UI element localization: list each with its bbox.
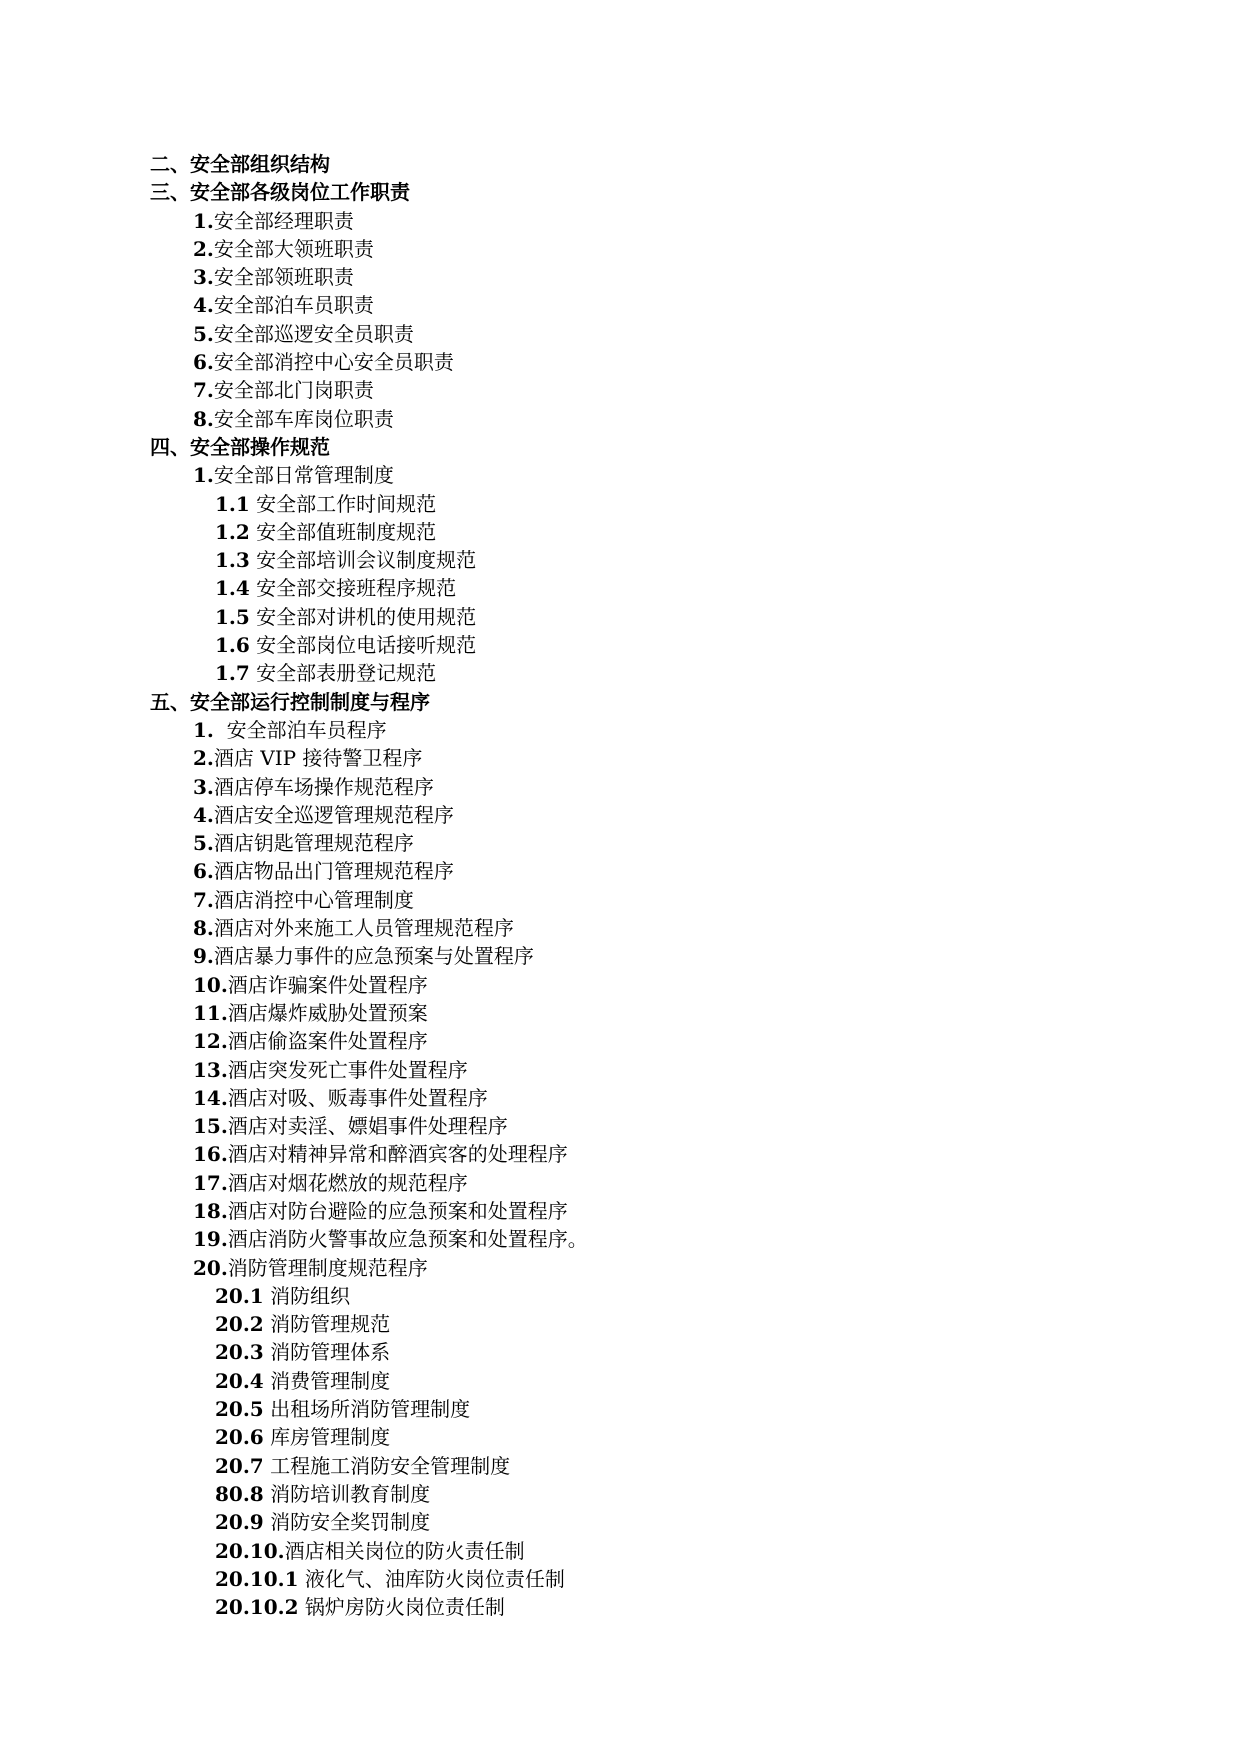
toc-entry-number: 18. [193, 1198, 228, 1223]
toc-entry-title: 四、安全部操作规范 [150, 434, 330, 459]
toc-entry-number: 20.7 [215, 1453, 264, 1478]
toc-entry [150, 546, 1150, 574]
toc-entry-title: 酒店停车场操作规范程序 [213, 774, 434, 799]
toc-entry [150, 1282, 1150, 1310]
toc-entry-title: 酒店暴力事件的应急预案与处置程序 [213, 944, 534, 969]
toc-entry [150, 1169, 1150, 1197]
toc-entry [150, 1423, 1150, 1451]
toc-entry-title: 消防安全奖罚制度 [263, 1510, 431, 1535]
toc-entry [150, 914, 1150, 942]
toc-entry-number: 6. [193, 350, 214, 375]
toc-entry-number: 2. [193, 746, 214, 771]
toc-entry-title: 酒店对外来施工人员管理规范程序 [213, 916, 514, 941]
toc-entry-number: 8. [193, 916, 214, 941]
toc-entry [150, 348, 1150, 376]
toc-entry-title: 安全部北门岗职责 [213, 378, 374, 403]
toc-entry-title: 酒店消控中心管理制度 [213, 887, 414, 912]
toc-entry-title: 安全部培训会议制度规范 [249, 548, 477, 573]
toc-entry [150, 829, 1150, 857]
toc-entry-title: 酒店相关岗位的防火责任制 [284, 1538, 525, 1563]
toc-entry-number: 5. [193, 831, 214, 856]
toc-entry-number: 20.10.2 [215, 1595, 299, 1620]
toc-entry-number: 1. [193, 717, 214, 742]
toc-section-heading [150, 688, 1150, 716]
table-of-contents [150, 150, 1150, 1621]
toc-entry-number: 1.1 [215, 491, 250, 516]
toc-entry-number: 20.10.1 [215, 1566, 299, 1591]
toc-entry [150, 291, 1150, 319]
toc-entry-number: 1. [193, 463, 214, 488]
toc-entry-title: 安全部消控中心安全员职责 [213, 350, 454, 375]
toc-entry-title: 液化气、油库防火岗位责任制 [298, 1566, 565, 1591]
toc-entry-number: 4. [193, 802, 214, 827]
toc-entry [150, 716, 1150, 744]
toc-entry-title: 酒店物品出门管理规范程序 [213, 859, 454, 884]
toc-entry [150, 942, 1150, 970]
toc-entry-number: 7. [193, 887, 214, 912]
toc-entry-number: 20.6 [215, 1425, 264, 1450]
toc-entry-title: 安全部岗位电话接听规范 [249, 633, 477, 658]
toc-entry [150, 461, 1150, 489]
toc-entry [150, 773, 1150, 801]
toc-entry-title: 酒店对防台避险的应急预案和处置程序 [227, 1198, 568, 1223]
toc-entry [150, 971, 1150, 999]
toc-entry-title: 酒店对卖淫、嫖娼事件处理程序 [227, 1114, 508, 1139]
toc-entry-title: 消防培训教育制度 [263, 1481, 431, 1506]
toc-entry-title: 酒店钥匙管理规范程序 [213, 831, 414, 856]
toc-entry [150, 603, 1150, 631]
toc-entry-number: 13. [193, 1057, 228, 1082]
toc-section-heading [150, 150, 1150, 178]
toc-entry-title: 出租场所消防管理制度 [263, 1397, 471, 1422]
toc-entry-number: 20.1 [215, 1283, 264, 1308]
toc-entry-number: 1.6 [215, 633, 250, 658]
toc-entry-number: 14. [193, 1085, 228, 1110]
toc-entry-number: 9. [193, 944, 214, 969]
toc-entry-number: 1. [193, 208, 214, 233]
toc-entry [150, 263, 1150, 291]
toc-entry-number: 2. [193, 236, 214, 261]
toc-entry [150, 1197, 1150, 1225]
toc-entry-number: 19. [193, 1227, 228, 1252]
toc-entry [150, 1537, 1150, 1565]
toc-entry [150, 1452, 1150, 1480]
toc-entry-title: 库房管理制度 [263, 1425, 391, 1450]
toc-entry-title: 安全部泊车员职责 [213, 293, 374, 318]
toc-entry [150, 1084, 1150, 1112]
toc-entry [150, 1508, 1150, 1536]
toc-entry-title: 安全部表册登记规范 [249, 661, 437, 686]
toc-entry-number: 1.4 [215, 576, 250, 601]
toc-entry-number: 80.8 [215, 1481, 264, 1506]
toc-entry [150, 1367, 1150, 1395]
toc-entry-title: 消防组织 [263, 1283, 351, 1308]
toc-entry-number: 20.4 [215, 1368, 264, 1393]
toc-entry-title: 安全部交接班程序规范 [249, 576, 457, 601]
toc-entry [150, 1310, 1150, 1338]
toc-entry-title: 酒店对精神异常和醉酒宾客的处理程序 [227, 1142, 568, 1167]
toc-entry-title: 酒店突发死亡事件处置程序 [227, 1057, 468, 1082]
toc-entry [150, 886, 1150, 914]
toc-entry-number: 5. [193, 321, 214, 346]
toc-entry-title: 酒店对吸、贩毒事件处置程序 [227, 1085, 488, 1110]
toc-entry-title: 安全部对讲机的使用规范 [249, 604, 477, 629]
toc-entry-title: 酒店 VIP 接待警卫程序 [213, 746, 423, 771]
toc-entry [150, 1593, 1150, 1621]
toc-entry-title: 安全部大领班职责 [213, 236, 374, 261]
toc-entry-title: 锅炉房防火岗位责任制 [298, 1595, 505, 1620]
toc-entry-title: 安全部工作时间规范 [249, 491, 437, 516]
toc-entry-number: 1.3 [215, 548, 250, 573]
toc-entry [150, 405, 1150, 433]
toc-entry [150, 1140, 1150, 1168]
toc-entry-title: 酒店诈骗案件处置程序 [227, 972, 428, 997]
toc-entry-title: 消防管理制度规范程序 [227, 1255, 428, 1280]
toc-entry-number: 10. [193, 972, 228, 997]
toc-entry-title: 酒店爆炸威胁处置预案 [227, 1000, 428, 1025]
toc-entry-title: 安全部日常管理制度 [213, 463, 394, 488]
toc-entry-title: 安全部领班职责 [213, 265, 354, 290]
toc-entry-title: 安全部巡逻安全员职责 [213, 321, 414, 346]
toc-section-heading [150, 433, 1150, 461]
toc-entry-number: 16. [193, 1142, 228, 1167]
toc-entry-number: 3. [193, 265, 214, 290]
toc-entry-title: 安全部车库岗位职责 [213, 406, 394, 431]
toc-entry-number: 1.5 [215, 604, 250, 629]
toc-entry-number: 20.5 [215, 1397, 264, 1422]
toc-entry-number: 1.2 [215, 519, 250, 544]
toc-entry [150, 1395, 1150, 1423]
toc-section-heading [150, 178, 1150, 206]
toc-entry-title: 酒店对烟花燃放的规范程序 [227, 1170, 468, 1195]
toc-entry [150, 574, 1150, 602]
toc-entry-title: 安全部泊车员程序 [213, 717, 387, 742]
toc-entry [150, 1056, 1150, 1084]
toc-entry-title: 五、安全部运行控制制度与程序 [150, 689, 430, 714]
toc-entry-title: 酒店偷盗案件处置程序 [227, 1029, 428, 1054]
toc-entry [150, 1338, 1150, 1366]
toc-entry-number: 20.10. [215, 1538, 285, 1563]
toc-entry-number: 11. [193, 1000, 228, 1025]
toc-entry-number: 12. [193, 1029, 228, 1054]
toc-entry [150, 376, 1150, 404]
toc-entry-number: 6. [193, 859, 214, 884]
toc-entry-number: 20.3 [215, 1340, 264, 1365]
toc-entry [150, 320, 1150, 348]
toc-entry [150, 801, 1150, 829]
toc-entry [150, 659, 1150, 687]
toc-entry [150, 207, 1150, 235]
toc-entry [150, 518, 1150, 546]
toc-entry-title: 三、安全部各级岗位工作职责 [150, 180, 410, 205]
toc-entry-number: 7. [193, 378, 214, 403]
toc-entry [150, 744, 1150, 772]
toc-entry [150, 1565, 1150, 1593]
toc-entry-title: 二、安全部组织结构 [150, 152, 330, 176]
toc-entry-number: 15. [193, 1114, 228, 1139]
toc-entry [150, 631, 1150, 659]
toc-entry-number: 3. [193, 774, 214, 799]
toc-entry [150, 235, 1150, 263]
toc-entry-number: 1.7 [215, 661, 250, 686]
toc-entry-number: 4. [193, 293, 214, 318]
toc-entry [150, 857, 1150, 885]
toc-entry [150, 999, 1150, 1027]
toc-entry [150, 1225, 1150, 1253]
toc-entry-number: 20.9 [215, 1510, 264, 1535]
toc-entry-title: 酒店消防火警事故应急预案和处置程序。 [227, 1227, 588, 1252]
toc-entry-number: 17. [193, 1170, 228, 1195]
toc-entry-title: 安全部值班制度规范 [249, 519, 437, 544]
toc-entry-title: 酒店安全巡逻管理规范程序 [213, 802, 454, 827]
toc-entry-number: 8. [193, 406, 214, 431]
toc-entry [150, 1480, 1150, 1508]
toc-entry [150, 1027, 1150, 1055]
toc-entry-number: 20.2 [215, 1312, 264, 1337]
toc-entry-title: 消防管理规范 [263, 1312, 391, 1337]
toc-entry [150, 1254, 1150, 1282]
toc-entry [150, 1112, 1150, 1140]
toc-entry [150, 490, 1150, 518]
toc-entry-title: 消防管理体系 [263, 1340, 391, 1365]
toc-entry-title: 工程施工消防安全管理制度 [263, 1453, 511, 1478]
toc-entry-title: 消费管理制度 [263, 1368, 391, 1393]
toc-entry-number: 20. [193, 1255, 228, 1280]
toc-entry-title: 安全部经理职责 [213, 208, 354, 233]
